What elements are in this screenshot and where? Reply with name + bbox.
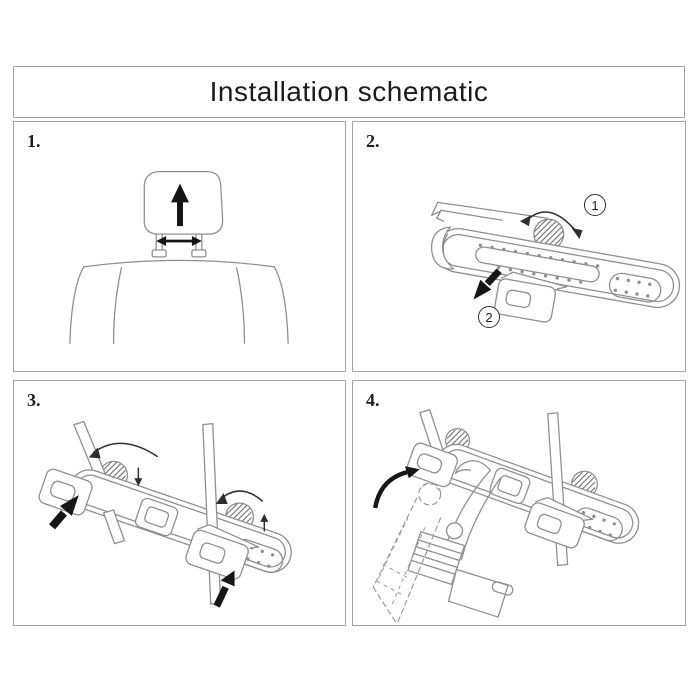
step-1-label: 1. [27, 131, 41, 151]
mount-top-strip [432, 202, 548, 221]
hook-on-arrow-icon [375, 466, 420, 508]
step-2-panel [352, 121, 686, 372]
mount-bar [37, 456, 296, 585]
figure-title: Installation schematic [209, 76, 489, 107]
step-2-label: 2. [366, 131, 380, 151]
step-4-panel [352, 380, 686, 626]
step-1-drawing [14, 122, 345, 371]
step-3-panel [13, 380, 346, 626]
step-2-drawing [353, 122, 685, 371]
step-1-panel [13, 121, 346, 372]
step-4-label: 4. [366, 390, 380, 410]
step-3-label: 3. [27, 390, 41, 410]
seat-back [70, 260, 288, 343]
step-3-drawing [14, 381, 345, 625]
step-4-drawing [353, 381, 685, 625]
headrest [144, 172, 222, 234]
post-spacing-arrow-icon [156, 236, 202, 246]
callout-1-badge: 1 [584, 194, 606, 216]
title-bar [13, 66, 685, 118]
callout-2-badge: 2 [478, 306, 500, 328]
headrest-posts [152, 234, 206, 257]
